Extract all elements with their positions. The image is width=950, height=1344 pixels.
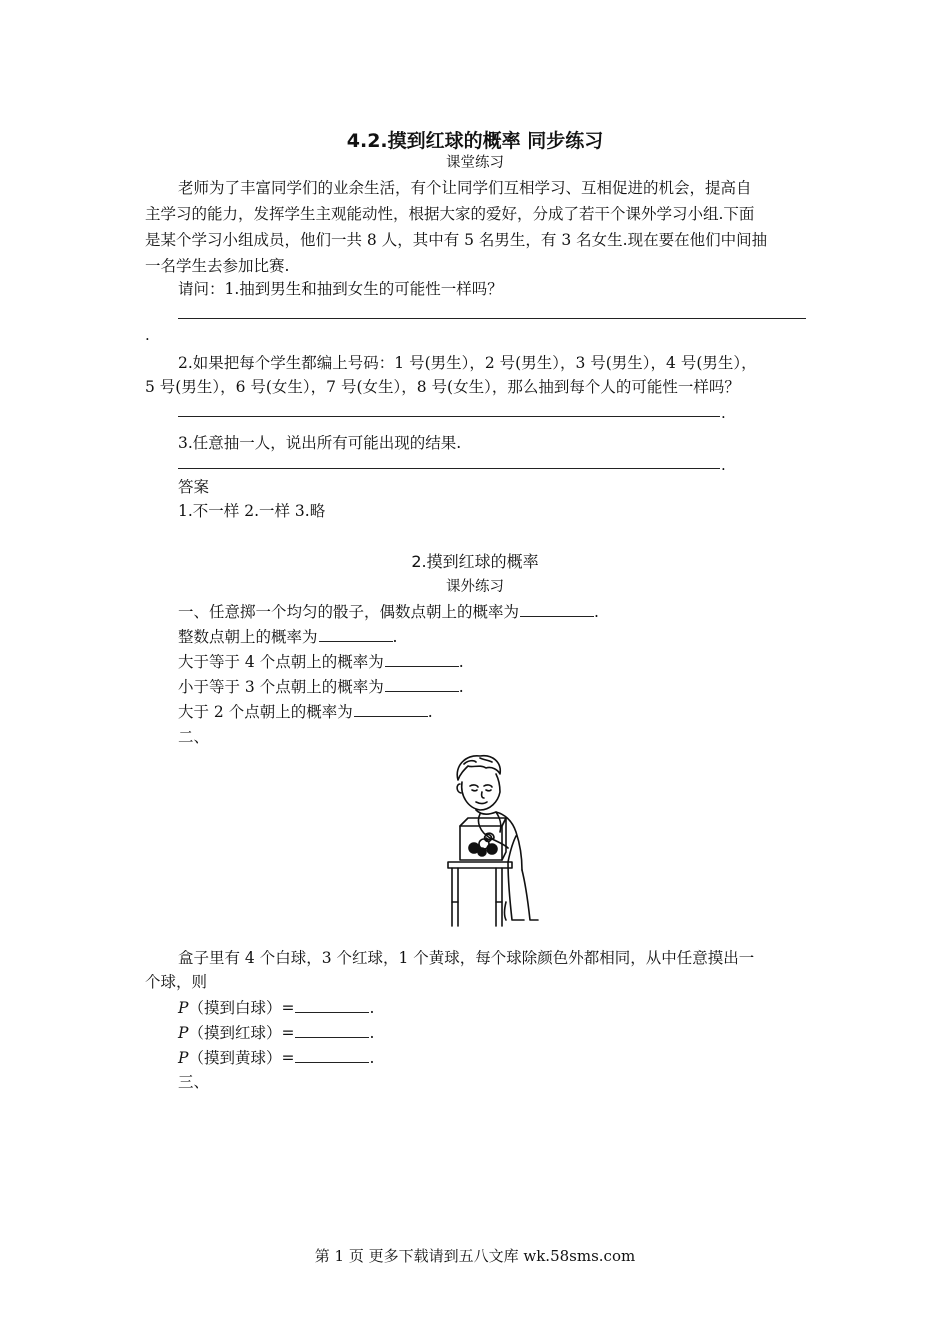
- s1-blank-4-period: .: [458, 678, 464, 696]
- s1-blank-4[interactable]: [385, 676, 459, 692]
- s1-item-2-text: 整数点朝上的概率为: [178, 628, 318, 646]
- p-blank-yellow[interactable]: [295, 1047, 369, 1063]
- intro-line-2: 主学习的能力，发挥学生主观能动性，根据大家的爱好，分成了若干个课外学习小组.下面: [145, 205, 755, 223]
- question-3: 3.任意抽一人，说出所有可能出现的结果.: [178, 434, 462, 452]
- intro-line-1: 老师为了丰富同学们的业余生活，有个让同学们互相学习、互相促进的机会，提高自: [178, 179, 752, 197]
- homework-title: 2.摸到红球的概率: [411, 552, 539, 571]
- p-symbol: P: [178, 1049, 189, 1067]
- answer-line-2-period: .: [721, 404, 726, 422]
- answer-text: 1.不一样 2.一样 3.略: [178, 502, 326, 520]
- page-title: 4.2.摸到红球的概率 同步练习: [346, 130, 604, 152]
- p-blank-yellow-period: .: [369, 1049, 375, 1067]
- p-blank-red-period: .: [369, 1024, 375, 1042]
- s1-blank-5[interactable]: [354, 701, 428, 717]
- answer-label: 答案: [178, 478, 210, 496]
- answer-line-1[interactable]: [178, 318, 806, 319]
- s1-blank-5-period: .: [427, 703, 433, 721]
- s1-blank-2[interactable]: [319, 626, 393, 642]
- s1-blank-3[interactable]: [385, 651, 459, 667]
- s1-item-2: [178, 626, 397, 647]
- answer-line-2[interactable]: [178, 416, 720, 417]
- s1-blank-1[interactable]: [520, 601, 594, 617]
- boy-with-ball-box-illustration: [446, 752, 546, 930]
- p-item-red: [178, 1022, 374, 1043]
- s1-item-1-text: 一、任意掷一个均匀的骰子，偶数点朝上的概率为: [178, 603, 520, 621]
- section-3-label: 三、: [178, 1073, 210, 1091]
- page-footer: 第 1 页 更多下载请到五八文库 wk.58sms.com: [314, 1247, 636, 1265]
- p-item-yellow-text: （摸到黄球）=: [188, 1049, 295, 1067]
- s1-blank-2-period: .: [392, 628, 398, 646]
- s2-text-line-2: 个球，则: [145, 973, 208, 991]
- intro-line-3: 是某个学习小组成员，他们一共 8 人，其中有 5 名男生，有 3 名女生.现在要在他们中间抽: [145, 231, 768, 249]
- homework-heading: 课外练习: [446, 579, 504, 595]
- p-blank-white-period: .: [369, 999, 375, 1017]
- p-blank-red[interactable]: [295, 1022, 369, 1038]
- answer-line-1-period: .: [145, 326, 150, 344]
- s1-blank-3-period: .: [458, 653, 464, 671]
- s1-item-1: [178, 601, 599, 622]
- intro-line-4: 一名学生去参加比赛.: [145, 257, 290, 275]
- p-item-yellow: [178, 1047, 374, 1068]
- p-blank-white[interactable]: [295, 997, 369, 1013]
- s1-item-5: [178, 701, 433, 722]
- s1-item-5-text: 大于 2 个点朝上的概率为: [178, 703, 353, 721]
- answer-line-3-period: .: [721, 456, 726, 474]
- answer-line-3[interactable]: [178, 468, 720, 469]
- question-2-line-1: 2.如果把每个学生都编上号码：1 号(男生），2 号(男生），3 号(男生），4 号(男生），: [178, 354, 757, 372]
- p-symbol: P: [178, 1024, 189, 1042]
- s1-blank-1-period: .: [594, 603, 599, 621]
- s1-item-3-text: 大于等于 4 个点朝上的概率为: [178, 653, 384, 671]
- p-item-white-text: （摸到白球）=: [188, 999, 295, 1017]
- p-item-red-text: （摸到红球）=: [188, 1024, 295, 1042]
- s1-item-3: [178, 651, 464, 672]
- p-item-white: [178, 997, 374, 1018]
- classroom-heading: 课堂练习: [446, 155, 504, 171]
- p-symbol: P: [178, 999, 189, 1017]
- s1-item-4: [178, 676, 464, 697]
- question-2-line-2: 5 号(男生），6 号(女生），7 号(女生），8 号(女生），那么抽到每个人的可能性一样吗？: [145, 378, 740, 396]
- s1-item-4-text: 小于等于 3 个点朝上的概率为: [178, 678, 384, 696]
- s2-text-line-1: 盒子里有 4 个白球，3 个红球，1 个黄球，每个球除颜色外都相同，从中任意摸出一: [178, 949, 755, 967]
- question-1: 请问：1.抽到男生和抽到女生的可能性一样吗？: [178, 280, 503, 298]
- section-2-label: 二、: [178, 728, 210, 746]
